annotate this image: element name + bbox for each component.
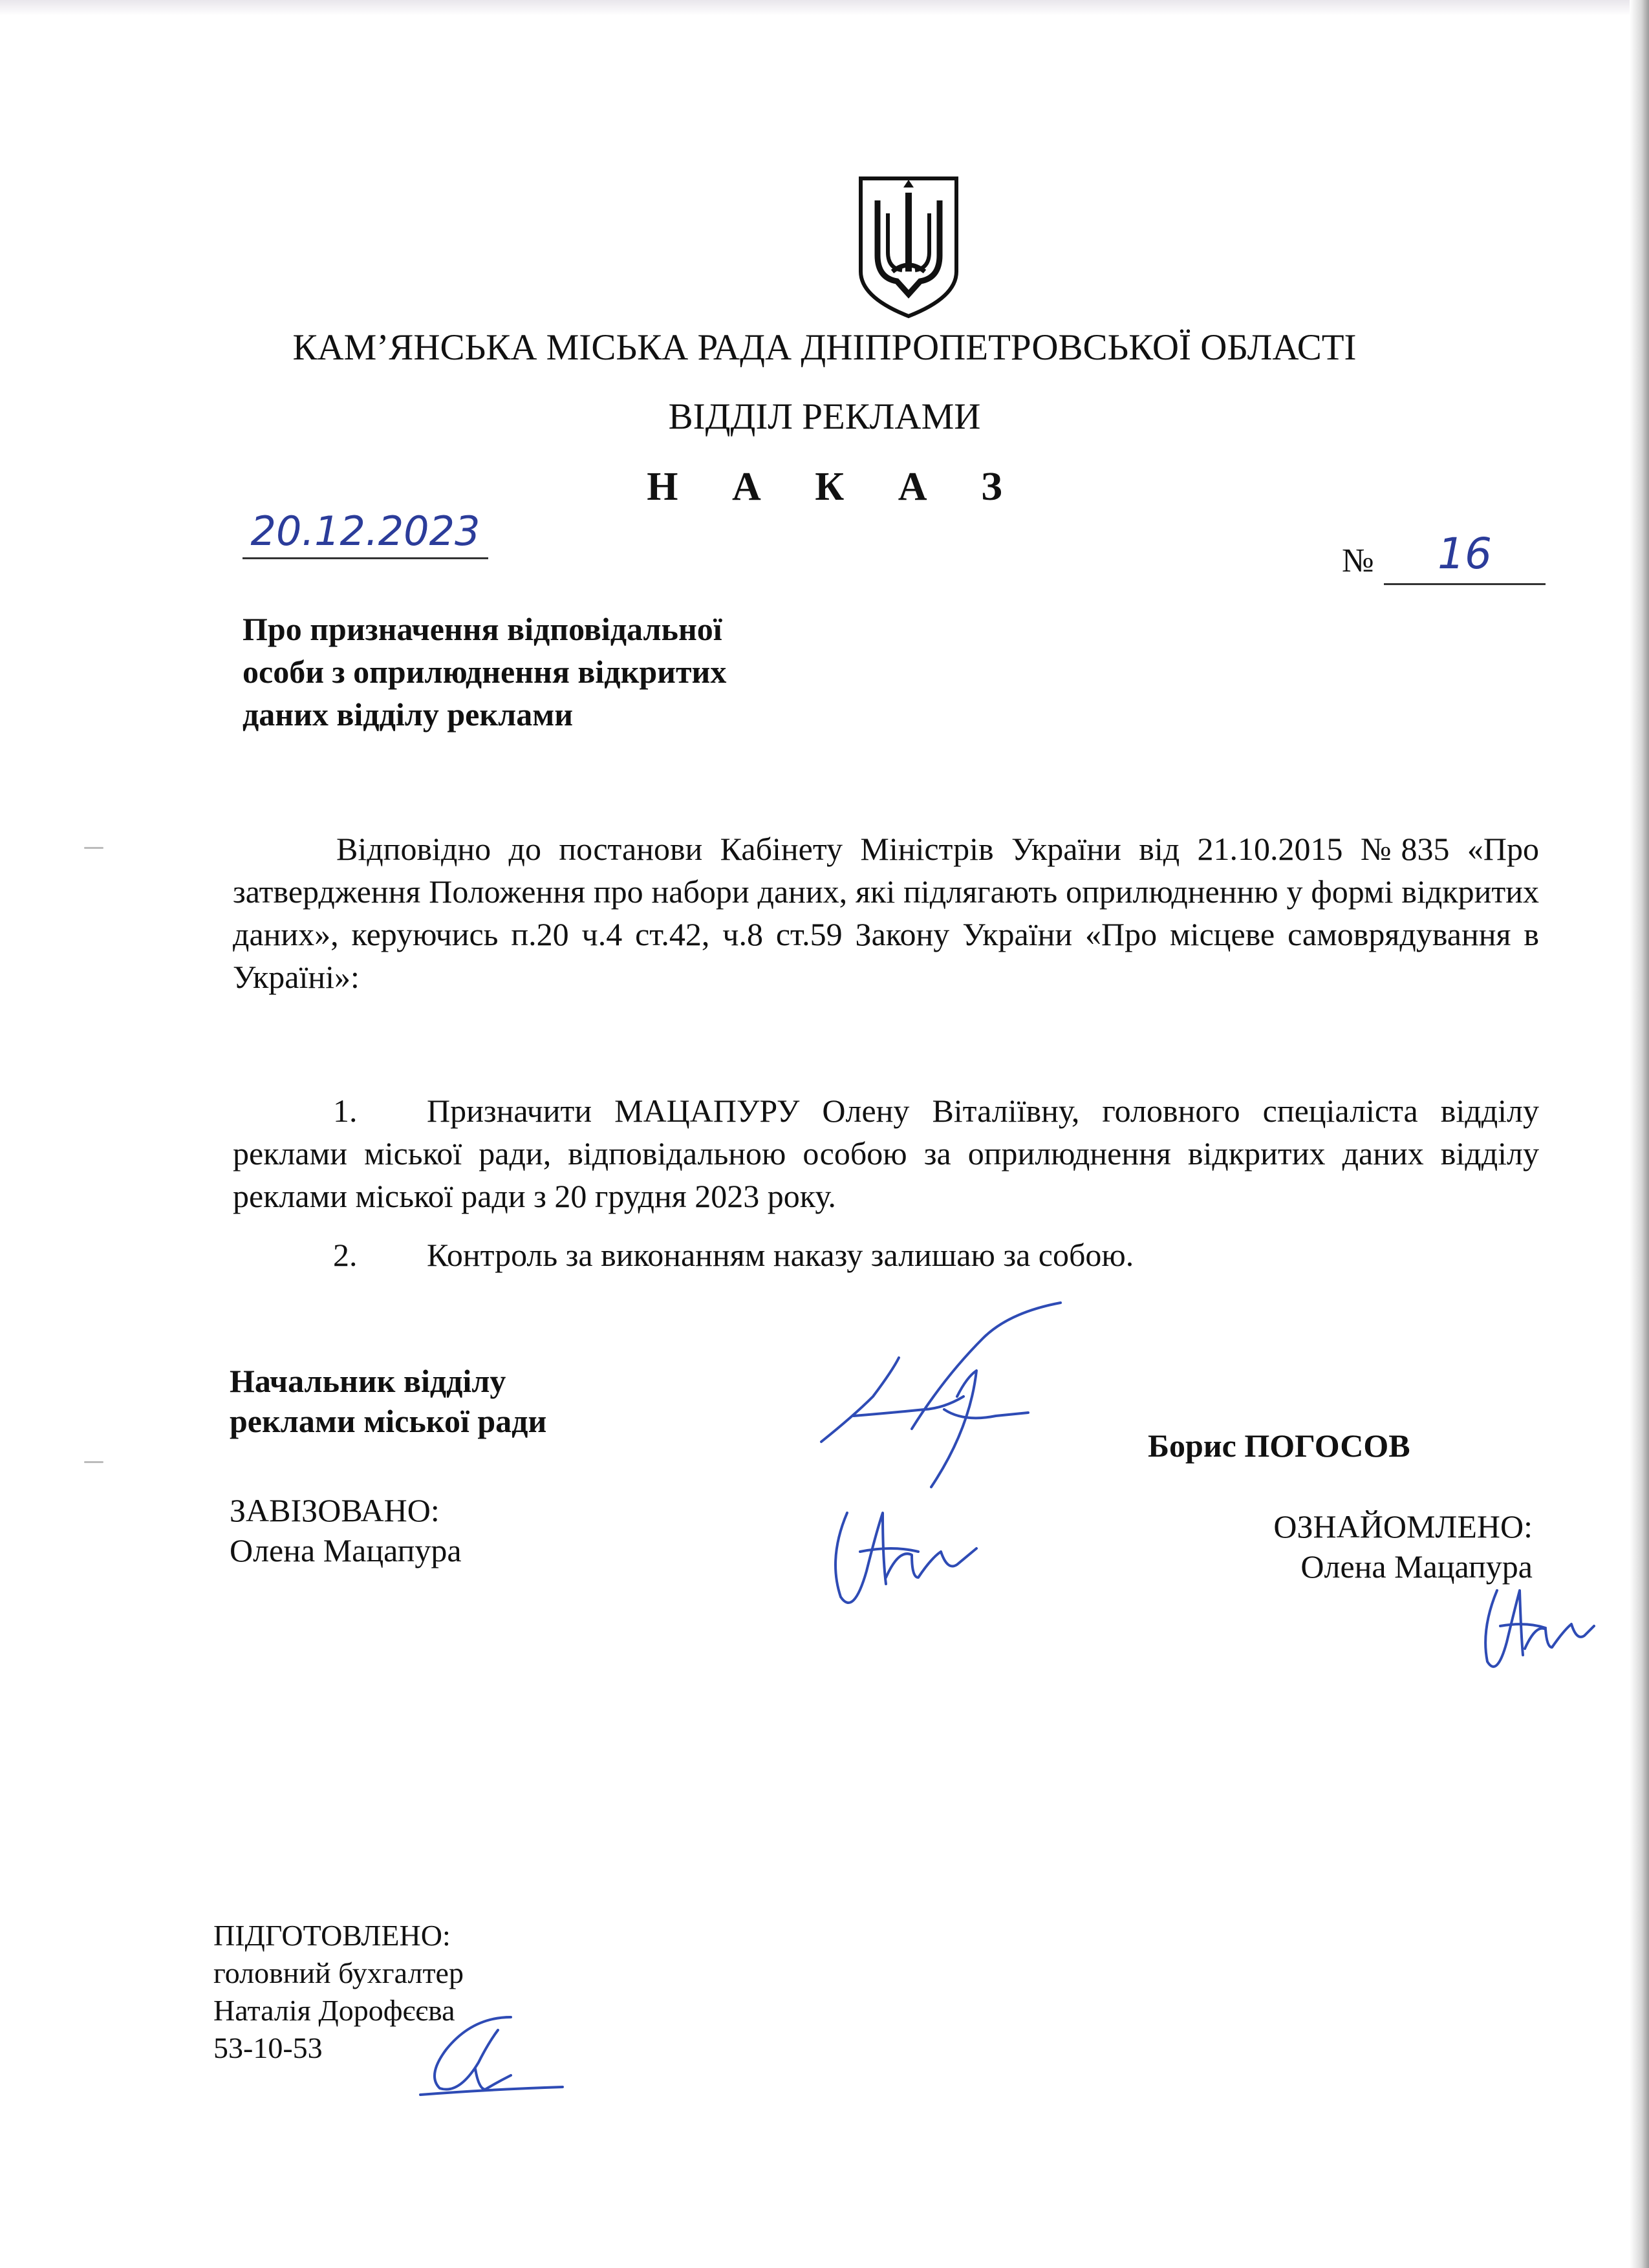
head-signature-icon <box>815 1300 1086 1493</box>
subject-line: особи з оприлюднення відкритих <box>242 654 727 690</box>
scan-mark <box>84 847 103 849</box>
order-subject <box>242 608 857 736</box>
head-name: Борис ПОГОСОВ <box>1148 1428 1410 1464</box>
head-title-line: реклами міської ради <box>230 1403 547 1439</box>
coat-of-arms-icon <box>857 175 960 320</box>
preamble-paragraph <box>233 828 1539 998</box>
prepared-signature-icon <box>414 2004 569 2108</box>
item-number: 2. <box>333 1237 358 1273</box>
prepared-position: головний бухгалтер <box>213 1956 464 1989</box>
order-number: 16 <box>1384 525 1546 585</box>
item-number: 1. <box>333 1093 358 1129</box>
item-text: Контроль за виконанням наказу залишаю за собою. <box>427 1237 1134 1273</box>
head-title-line: Начальник відділу <box>230 1363 506 1399</box>
head-title <box>230 1361 546 1441</box>
order-item <box>233 1089 1539 1217</box>
department-name: ВІДДІЛ РЕКЛАМИ <box>668 396 981 437</box>
approved-block <box>230 1490 462 1570</box>
item-text: Призначити МАЦАПУРУ Олену Віталіївну, головного спеціаліста відділу реклами міської ради, відповідальною особою за оприлюднення відкритих даних відділу реклами міської ради з 20 грудня 2023 року. <box>233 1093 1539 1214</box>
subject-line: даних відділу реклами <box>242 696 574 733</box>
scan-mark <box>84 1461 103 1463</box>
acknowledged-label: ОЗНАЙОМЛЕНО: <box>1273 1508 1533 1545</box>
order-item <box>233 1234 1539 1276</box>
preamble-text: Відповідно до постанови Кабінету Міністрів України від 21.10.2015 №835 «Про затвердження Положення про набори даних, які підлягають оприлюдненню у формі відкритих даних», керуючись п.20 ч.4 ст.42, ч.8 ст.59 Закону України «Про місцеве самоврядування в Україні»: <box>233 831 1539 995</box>
prepared-name: Наталія Дорофєєва <box>213 1994 455 2027</box>
prepared-label: ПІДГОТОВЛЕНО: <box>213 1919 451 1952</box>
approved-label: ЗАВІЗОВАНО: <box>230 1492 440 1528</box>
subject-line: Про призначення відповідальної <box>242 611 722 647</box>
document-type-title: Н А К А З <box>647 465 1024 509</box>
scan-top-edge <box>0 0 1649 16</box>
prepared-phone: 53-10-53 <box>213 2031 323 2064</box>
organization-name: КАМ’ЯНСЬКА МІСЬКА РАДА ДНІПРОПЕТРОВСЬКОЇ ОБЛАСТІ <box>292 327 1357 368</box>
number-label: № <box>1342 542 1374 579</box>
approved-signature-icon <box>821 1487 983 1623</box>
order-date: 20.12.2023 <box>242 506 488 559</box>
approved-name: Олена Мацапура <box>230 1532 462 1568</box>
acknowledged-signature-icon <box>1468 1571 1597 1687</box>
acknowledged-name: Олена Мацапура <box>1300 1548 1533 1585</box>
